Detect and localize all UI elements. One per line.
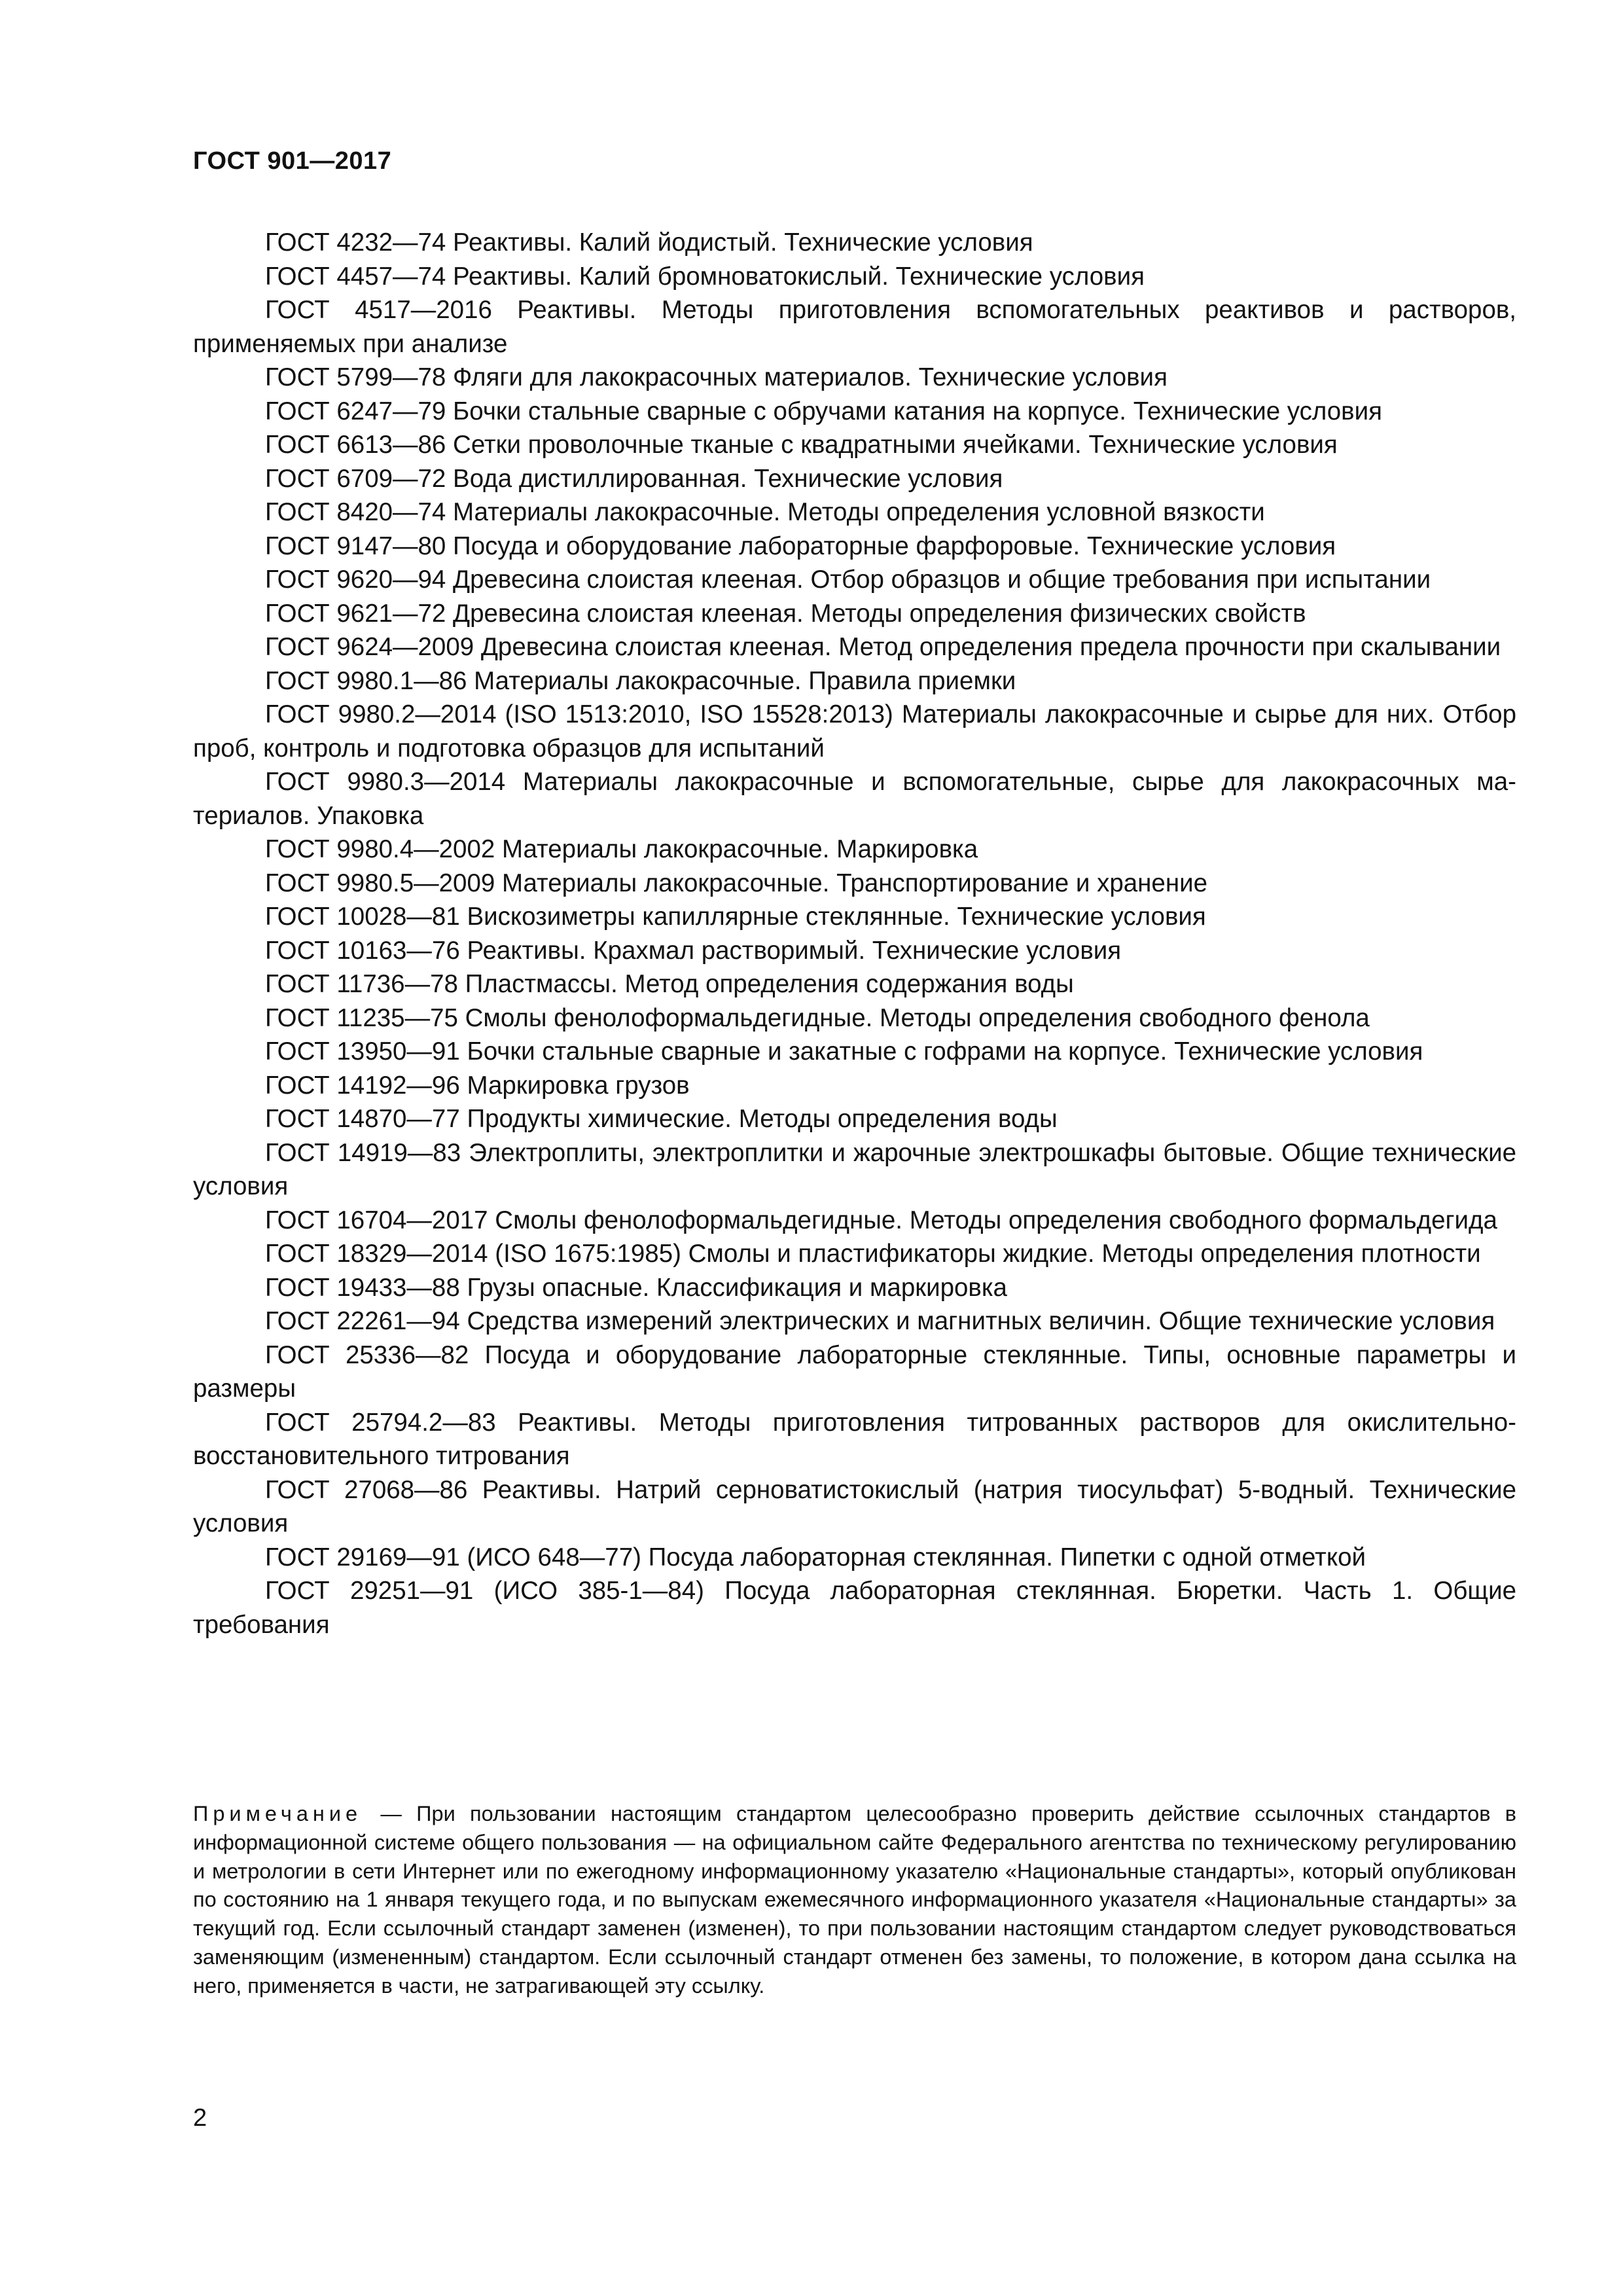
reference-item: ГОСТ 19433—88 Грузы опасные. Классификация и маркировка xyxy=(265,1273,1007,1302)
reference-item: ГОСТ 10028—81 Вискозиметры капиллярные стеклянные. Технические условия xyxy=(265,903,1206,931)
reference-item: ГОСТ 11235—75 Смолы фенолоформальдегидные. Методы определения свободного фенола xyxy=(265,1003,1370,1032)
reference-item: ГОСТ 9980.3—2014 Материалы лакокрасочные и вспомогательные, сырье для лакокрасочных материалов. Упаковка xyxy=(193,768,1516,830)
reference-item: ГОСТ 9621—72 Древесина слоистая клееная. Методы определения физических свойств xyxy=(265,599,1306,628)
reference-item: ГОСТ 29169—91 (ИСО 648—77) Посуда лабораторная стеклянная. Пипетки с одной отметкой xyxy=(265,1543,1366,1571)
running-header: ГОСТ 901—2017 xyxy=(193,147,392,175)
reference-item: ГОСТ 9624—2009 Древесина слоистая клееная. Метод определения предела прочности при скалывании xyxy=(265,633,1501,661)
reference-item: ГОСТ 10163—76 Реактивы. Крахмал растворимый. Технические условия xyxy=(265,936,1122,965)
page-number: 2 xyxy=(193,2104,207,2132)
reference-item: ГОСТ 9980.4—2002 Материалы лакокрасочные. Маркировка xyxy=(265,835,978,863)
reference-item: ГОСТ 4232—74 Реактивы. Калий йодистый. Технические условия xyxy=(265,228,1033,257)
reference-item: ГОСТ 9620—94 Древесина слоистая клееная. Отбор образцов и общие требования при испытании xyxy=(265,565,1431,594)
reference-item: ГОСТ 4517—2016 Реактивы. Методы приготовления вспомогательных реактивов и растворов, применяемых при анализе xyxy=(193,296,1516,358)
reference-item: ГОСТ 27068—86 Реактивы. Натрий серноватистокислый (натрия тиосульфат) 5-водный. Технические условия xyxy=(193,1475,1516,1537)
reference-item: ГОСТ 18329—2014 (ISO 1675:1985) Смолы и пластификаторы жидкие. Методы определения плотности xyxy=(265,1240,1481,1268)
note-text: — При пользовании настоящим стандартом целесообразно проверить действие ссылочных стандартов в информационной системе общего пользования — на официальном сайте Федерального агентства по техническому регулированию и метрологии в сети Интернет или по ежегодному информационному указателю «Национальные стандарты», который опубликован по состоянию на 1 января текущего года, и по выпускам ежемесячного информационного указателя «Национальные стандарты» за текущий год. Если ссылочный стандарт заменен (изменен), то при пользовании настоящим стандартом следует руководствоваться заменяющим (измененным) стандартом. Если ссылочный стандарт отменен без замены, то положение, в котором дана ссылка на него, применяется в части, не затрагивающей эту ссылку. xyxy=(193,1802,1516,1998)
reference-item: ГОСТ 16704—2017 Смолы фенолоформальдегидные. Методы определения свободного формальдегида xyxy=(265,1206,1497,1234)
reference-item: ГОСТ 14919—83 Электроплиты, электроплитки и жарочные электрошкафы бытовые. Общие технические условия xyxy=(193,1138,1516,1200)
reference-item: ГОСТ 6709—72 Вода дистиллированная. Технические условия xyxy=(265,464,1003,493)
note-label: Примечание xyxy=(193,1802,363,1825)
reference-item: ГОСТ 14192—96 Маркировка грузов xyxy=(265,1071,690,1100)
reference-item: ГОСТ 6613—86 Сетки проволочные тканые с квадратными ячейками. Технические условия xyxy=(265,431,1338,459)
normative-references-list xyxy=(193,226,1516,1641)
reference-item: ГОСТ 8420—74 Материалы лакокрасочные. Методы определения условной вязкости xyxy=(265,498,1265,526)
reference-item: ГОСТ 9980.5—2009 Материалы лакокрасочные. Транспортирование и хранение xyxy=(265,869,1208,897)
reference-item: ГОСТ 9980.2—2014 (ISO 1513:2010, ISO 15528:2013) Материалы лакокрасочные и сырье для них. Отбор проб, контроль и подготовка образцов для испытаний xyxy=(193,700,1516,762)
reference-item: ГОСТ 13950—91 Бочки стальные сварные и закатные с гофрами на корпусе. Технические условия xyxy=(265,1037,1423,1066)
reference-item: ГОСТ 9147—80 Посуда и оборудование лабораторные фарфоровые. Технические условия xyxy=(265,531,1336,560)
reference-item: ГОСТ 29251—91 (ИСО 385-1—84) Посуда лабораторная стеклянная. Бюретки. Часть 1. Общие требования xyxy=(193,1577,1516,1639)
reference-item: ГОСТ 14870—77 Продукты химические. Методы определения воды xyxy=(265,1105,1058,1133)
reference-item: ГОСТ 11736—78 Пластмассы. Метод определения содержания воды xyxy=(265,970,1074,998)
reference-item: ГОСТ 9980.1—86 Материалы лакокрасочные. Правила приемки xyxy=(265,666,1016,695)
reference-item: ГОСТ 25794.2—83 Реактивы. Методы приготовления титрованных растворов для окислительно-восстановительного титрования xyxy=(193,1408,1516,1470)
note-paragraph xyxy=(193,1800,1516,2001)
reference-item: ГОСТ 25336—82 Посуда и оборудование лабораторные стеклянные. Типы, основные параметры и размеры xyxy=(193,1340,1516,1403)
reference-item: ГОСТ 22261—94 Средства измерений электрических и магнитных величин. Общие технические условия xyxy=(265,1307,1495,1335)
reference-item: ГОСТ 6247—79 Бочки стальные сварные с обручами катания на корпусе. Технические условия xyxy=(265,397,1382,425)
reference-item: ГОСТ 5799—78 Фляги для лакокрасочных материалов. Технические условия xyxy=(265,363,1168,391)
reference-item: ГОСТ 4457—74 Реактивы. Калий бромноватокислый. Технические условия xyxy=(265,262,1145,291)
